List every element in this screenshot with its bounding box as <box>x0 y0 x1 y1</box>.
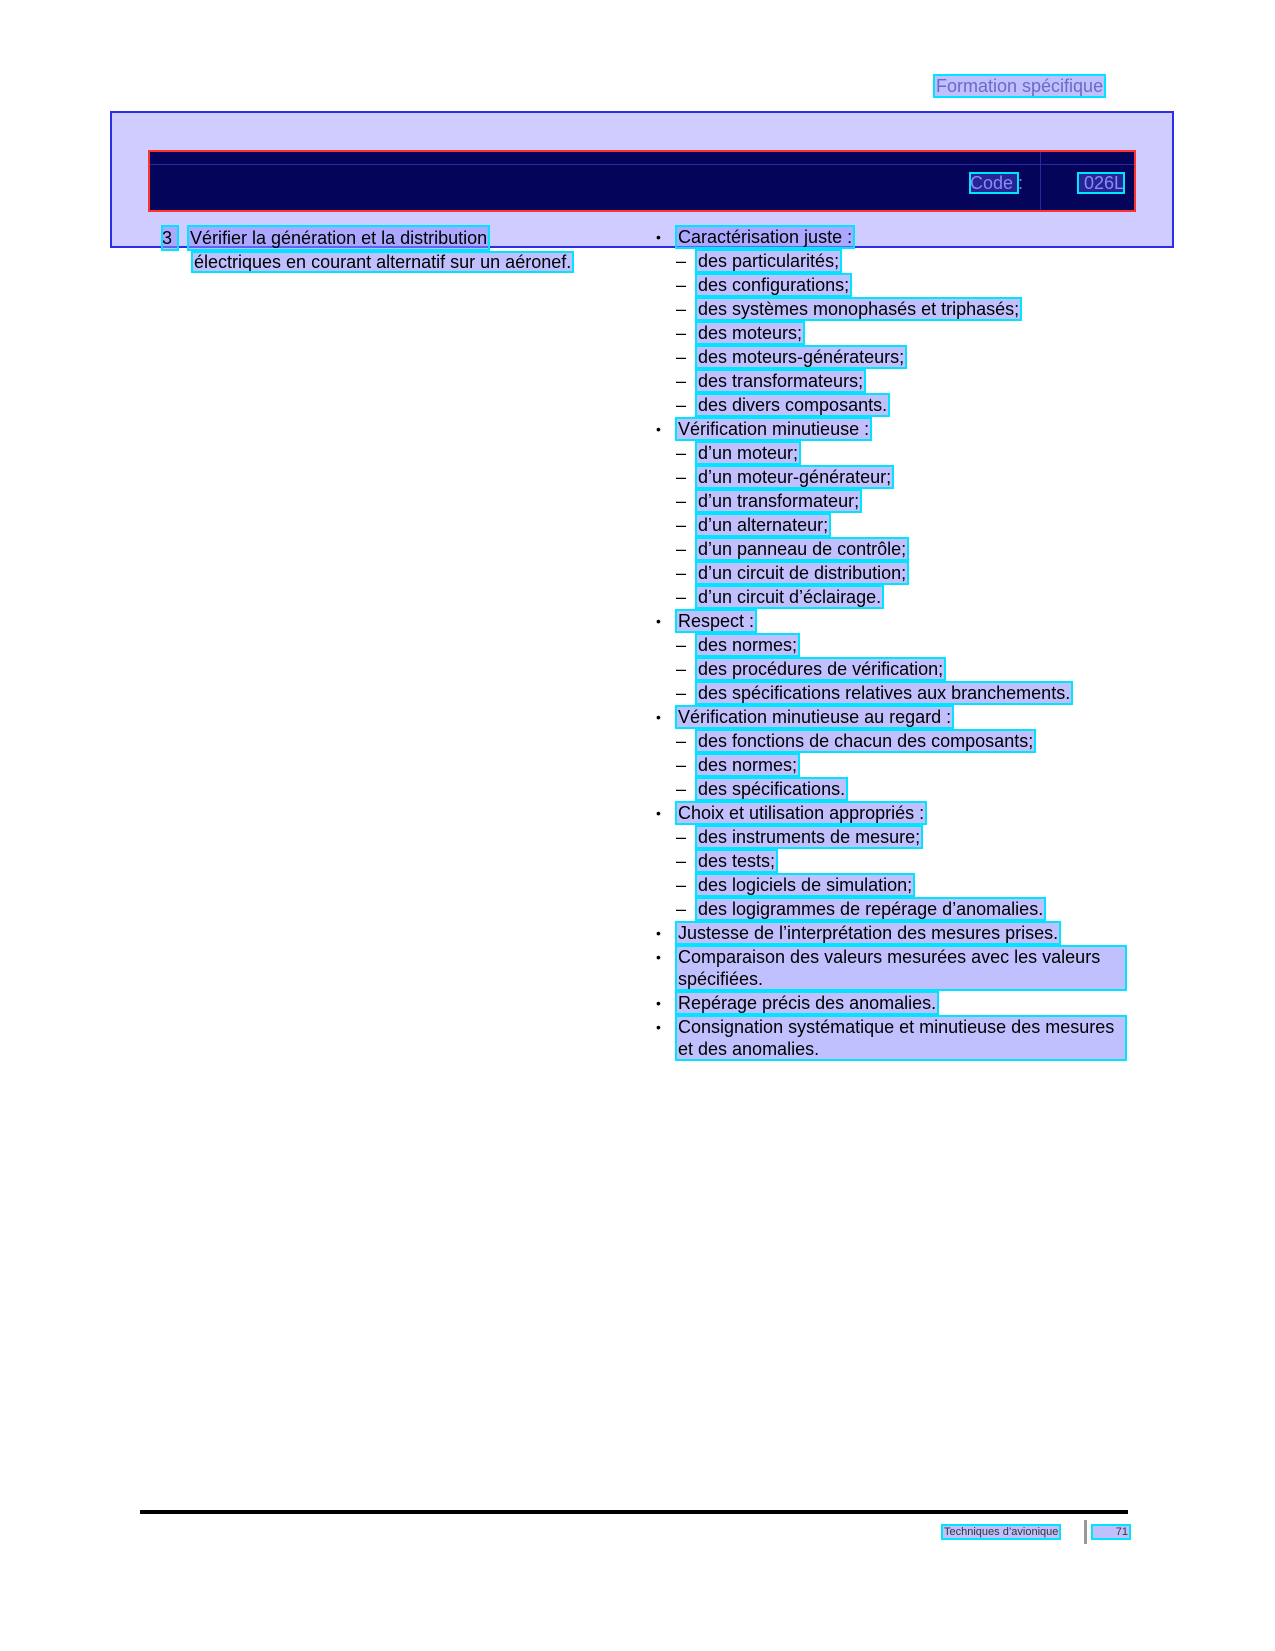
criterion-text: Choix et utilisation appropriés : <box>678 803 925 823</box>
performance-criteria <box>656 226 1126 1062</box>
criterion-group <box>656 226 1126 416</box>
criterion-group <box>656 992 1126 1014</box>
dash-icon: – <box>676 683 687 703</box>
dash-icon: – <box>676 371 687 391</box>
criterion <box>656 706 1126 728</box>
dash-icon: – <box>676 539 687 559</box>
criterion-text: Comparaison des valeurs mesurées avec les valeurs spécifiées. <box>676 946 1126 990</box>
list-item-text: d’un alternateur; <box>698 515 829 535</box>
footer-program-name: Techniques d’avionique <box>944 1526 1059 1538</box>
title-bar-divider <box>1040 152 1041 210</box>
list-item-text: des moteurs; <box>698 323 803 343</box>
criterion-sublist <box>676 730 1126 800</box>
dash-icon: – <box>676 875 687 895</box>
list-item <box>676 322 1126 344</box>
list-item <box>676 466 1126 488</box>
list-item <box>676 850 1126 872</box>
dash-icon: – <box>676 851 687 871</box>
criterion-text: Respect : <box>678 611 755 631</box>
list-item-text: des tests; <box>698 851 776 871</box>
criterion <box>656 802 1126 824</box>
dash-icon: – <box>676 275 687 295</box>
criterion-group <box>656 706 1126 800</box>
list-item-text: des particularités; <box>698 251 840 271</box>
criterion <box>656 226 1126 248</box>
dash-icon: – <box>676 755 687 775</box>
criterion <box>656 922 1126 944</box>
list-item-text: d’un moteur; <box>698 443 799 463</box>
list-item-text: des logiciels de simulation; <box>698 875 913 895</box>
document-section-label: Formation spécifique <box>936 76 1104 96</box>
competency-title: Vérifier la génération et la distribution <box>190 228 488 248</box>
criterion-text: Justesse de l’interprétation des mesures prises. <box>678 923 1059 943</box>
competency-statement <box>162 226 662 274</box>
footer-separator <box>1084 1520 1087 1544</box>
dash-icon: – <box>676 659 687 679</box>
criterion-group <box>656 802 1126 920</box>
list-item <box>676 442 1126 464</box>
list-item <box>676 586 1126 608</box>
bullet-icon: • <box>656 949 661 965</box>
list-item-text: des systèmes monophasés et triphasés; <box>698 299 1020 319</box>
criterion-sublist <box>676 826 1126 920</box>
criterion-text: Vérification minutieuse : <box>678 419 870 439</box>
list-item <box>676 826 1126 848</box>
criterion-sublist <box>676 442 1126 608</box>
code-value: 026L <box>1078 173 1124 193</box>
list-item-text: des spécifications relatives aux branchements. <box>698 683 1071 703</box>
bullet-icon: • <box>656 709 661 725</box>
criterion-group <box>656 418 1126 608</box>
criterion <box>656 946 1126 990</box>
list-item <box>676 634 1126 656</box>
dash-icon: – <box>676 899 687 919</box>
code-label: Code : <box>970 173 1024 193</box>
competency-title-continued: électriques en courant alternatif sur un aéronef. <box>194 252 572 272</box>
list-item-text: des divers composants. <box>698 395 888 415</box>
title-bar-rule <box>150 164 1134 165</box>
list-item <box>676 346 1126 368</box>
list-item-text: des instruments de mesure; <box>698 827 921 847</box>
list-item <box>676 490 1126 512</box>
dash-icon: – <box>676 467 687 487</box>
criterion-group <box>656 1016 1126 1060</box>
list-item <box>676 562 1126 584</box>
list-item <box>676 778 1126 800</box>
dash-icon: – <box>676 827 687 847</box>
dash-icon: – <box>676 563 687 583</box>
list-item-text: des fonctions de chacun des composants; <box>698 731 1034 751</box>
list-item <box>676 298 1126 320</box>
list-item-text: des configurations; <box>698 275 850 295</box>
dash-icon: – <box>676 347 687 367</box>
bullet-icon: • <box>656 613 661 629</box>
dash-icon: – <box>676 587 687 607</box>
list-item-text: d’un moteur-générateur; <box>698 467 892 487</box>
list-item-text: d’un circuit d’éclairage. <box>698 587 882 607</box>
criterion <box>656 610 1126 632</box>
list-item <box>676 754 1126 776</box>
criterion-sublist <box>676 250 1126 416</box>
bullet-icon: • <box>656 805 661 821</box>
list-item-text: d’un circuit de distribution; <box>698 563 907 583</box>
criterion-group <box>656 610 1126 704</box>
list-item <box>676 274 1126 296</box>
dash-icon: – <box>676 635 687 655</box>
list-item <box>676 874 1126 896</box>
criterion <box>656 992 1126 1014</box>
footer-rule <box>140 1510 1128 1514</box>
dash-icon: – <box>676 515 687 535</box>
list-item-text: d’un panneau de contrôle; <box>698 539 907 559</box>
criterion-group <box>656 922 1126 944</box>
bullet-icon: • <box>656 995 661 1011</box>
list-item <box>676 538 1126 560</box>
list-item-text: des normes; <box>698 635 798 655</box>
list-item <box>676 394 1126 416</box>
criterion-text: Caractérisation juste : <box>678 227 853 247</box>
bullet-icon: • <box>656 421 661 437</box>
list-item <box>676 370 1126 392</box>
dash-icon: – <box>676 779 687 799</box>
list-item-text: des transformateurs; <box>698 371 864 391</box>
list-item-text: des procédures de vérification; <box>698 659 944 679</box>
list-item-text: des logigrammes de repérage d’anomalies. <box>698 899 1044 919</box>
dash-icon: – <box>676 731 687 751</box>
list-item <box>676 658 1126 680</box>
page-number: 71 <box>1092 1525 1130 1539</box>
bullet-icon: • <box>656 925 661 941</box>
bullet-icon: • <box>656 1019 661 1035</box>
title-bar <box>148 150 1136 212</box>
list-item-text: des moteurs-générateurs; <box>698 347 905 367</box>
bullet-icon: • <box>656 229 661 245</box>
criterion-group <box>656 946 1126 990</box>
dash-icon: – <box>676 443 687 463</box>
criterion <box>656 418 1126 440</box>
list-item-text: d’un transformateur; <box>698 491 860 511</box>
dash-icon: – <box>676 251 687 271</box>
list-item <box>676 514 1126 536</box>
dash-icon: – <box>676 299 687 319</box>
list-item-text: des normes; <box>698 755 798 775</box>
list-item <box>676 730 1126 752</box>
dash-icon: – <box>676 491 687 511</box>
criterion-text: Repérage précis des anomalies. <box>678 993 937 1013</box>
criterion <box>656 1016 1126 1060</box>
competency-number: 3 <box>162 226 178 250</box>
list-item-text: des spécifications. <box>698 779 846 799</box>
list-item <box>676 250 1126 272</box>
list-item <box>676 682 1126 704</box>
criterion-text: Consignation systématique et minutieuse des mesures et des anomalies. <box>676 1016 1126 1060</box>
criterion-text: Vérification minutieuse au regard : <box>678 707 952 727</box>
dash-icon: – <box>676 323 687 343</box>
list-item <box>676 898 1126 920</box>
dash-icon: – <box>676 395 687 415</box>
criterion-sublist <box>676 634 1126 704</box>
